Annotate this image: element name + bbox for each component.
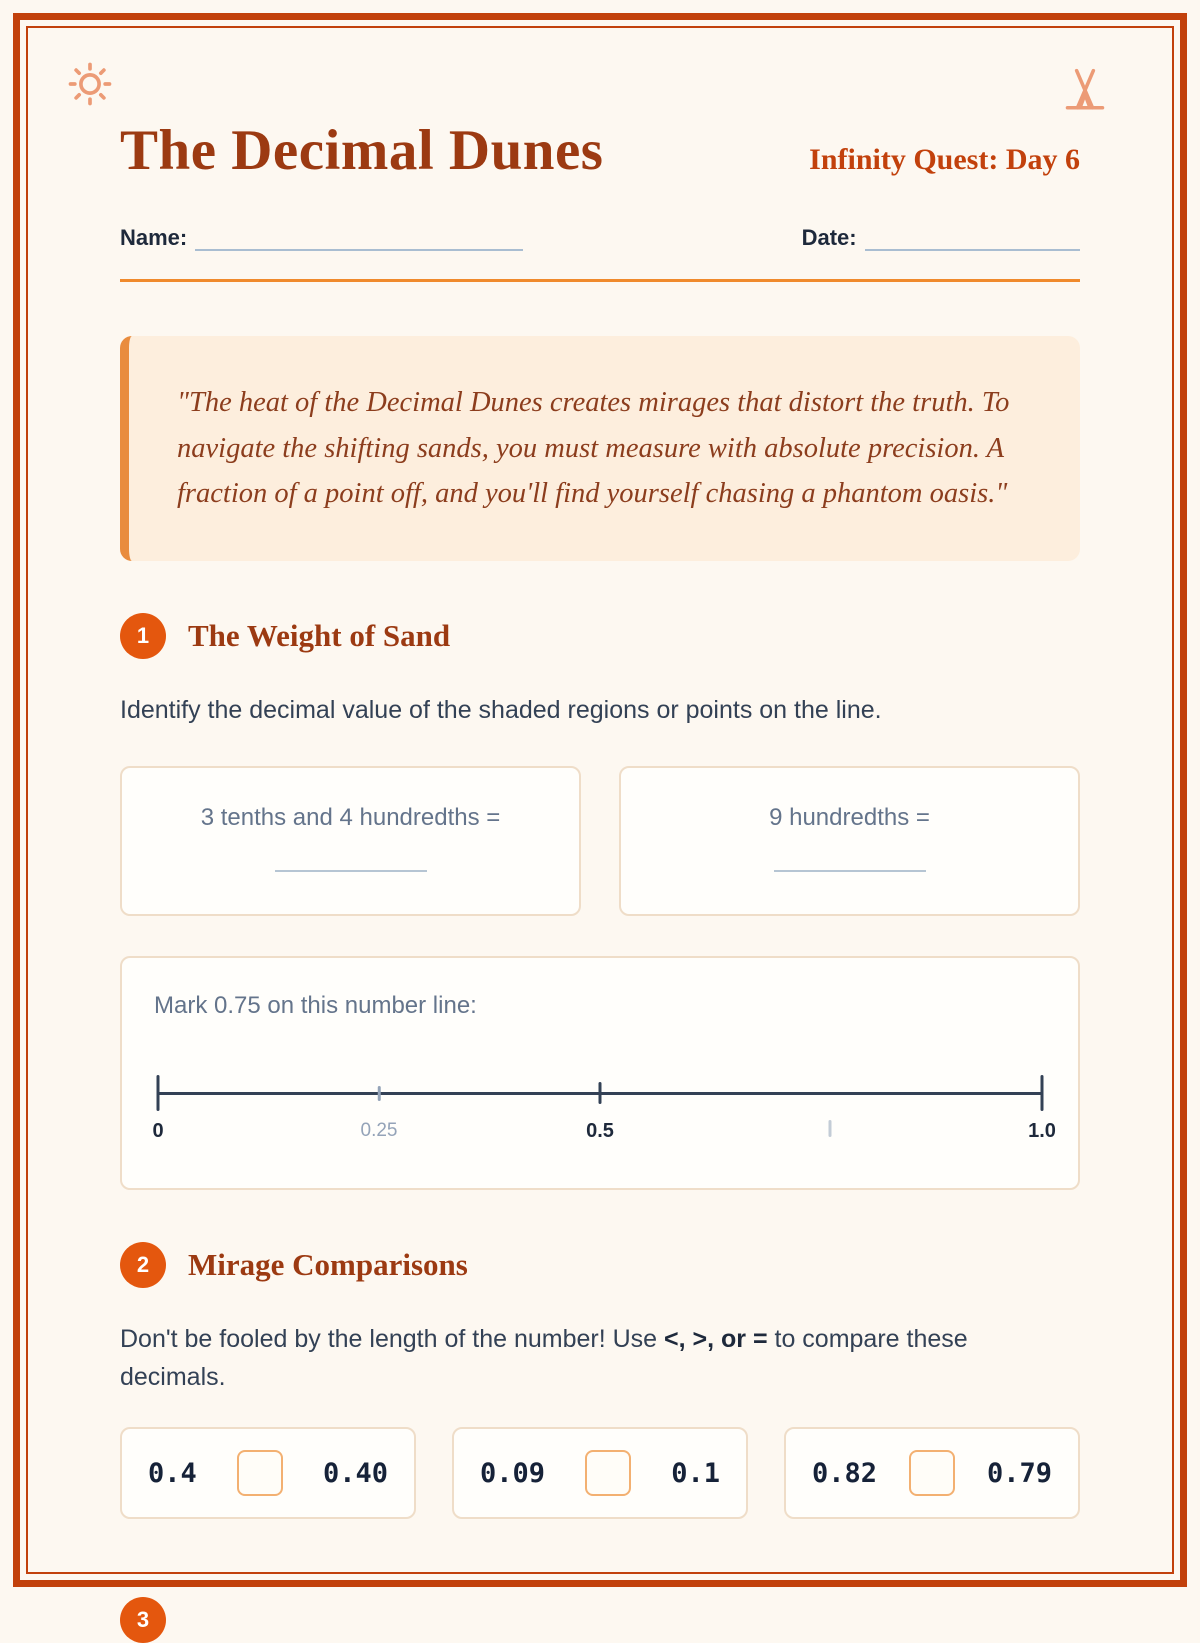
instruction-suffix: to compare these decimals. bbox=[120, 1324, 968, 1392]
date-input-line[interactable] bbox=[865, 227, 1080, 251]
comparison-2-left-value: 0.09 bbox=[480, 1457, 546, 1489]
student-mark-placeholder[interactable] bbox=[828, 1120, 831, 1137]
name-field bbox=[120, 225, 523, 251]
instruction-bold: <, >, or = bbox=[664, 1324, 768, 1353]
header-divider bbox=[120, 279, 1080, 282]
section-3-header bbox=[120, 1597, 1080, 1643]
comparison-row bbox=[120, 1427, 1080, 1519]
comparison-1-right-value: 0.40 bbox=[322, 1457, 388, 1489]
tick-label-0.5: 0.5 bbox=[586, 1119, 614, 1142]
number-line[interactable] bbox=[152, 1068, 1056, 1146]
problem-2-label: 9 hundredths = bbox=[769, 803, 930, 831]
section-1-instruction: Identify the decimal value of the shaded regions or points on the line. bbox=[120, 695, 882, 724]
tent-icon bbox=[1060, 64, 1110, 119]
tick-1.0 bbox=[1041, 1075, 1044, 1111]
problem-2-answer-blank[interactable] bbox=[774, 870, 926, 872]
date-field bbox=[802, 225, 1080, 251]
section-2-title: Mirage Comparisons bbox=[188, 1246, 468, 1282]
comparison-box-1 bbox=[120, 1427, 416, 1519]
tick-label-0.25: 0.25 bbox=[360, 1119, 398, 1141]
header bbox=[120, 119, 1080, 182]
page-title: The Decimal Dunes bbox=[120, 119, 604, 182]
tick-0.5 bbox=[599, 1082, 602, 1104]
comparison-box-3 bbox=[784, 1427, 1080, 1519]
tick-0 bbox=[157, 1075, 160, 1111]
section-2-badge: 2 bbox=[120, 1242, 166, 1288]
section-1-title: The Weight of Sand bbox=[188, 617, 451, 653]
problem-box-2 bbox=[619, 766, 1080, 916]
comparison-3-answer-square[interactable] bbox=[909, 1450, 955, 1496]
problem-box-1 bbox=[120, 766, 581, 916]
comparison-2-answer-square[interactable] bbox=[585, 1450, 631, 1496]
quote-box bbox=[120, 336, 1080, 561]
tick-0.25 bbox=[378, 1086, 381, 1101]
quote-text: "The heat of the Decimal Dunes creates mirages that distort the truth. To navigate the shifting sands, you must measure with absolute precision. A fraction of a point off, and you'll find yourself chasing a phantom oasis." bbox=[177, 387, 1010, 510]
section-1-header bbox=[120, 613, 1080, 659]
problem-1-answer-blank[interactable] bbox=[275, 870, 427, 872]
comparison-box-2 bbox=[452, 1427, 748, 1519]
tick-label-0: 0 bbox=[152, 1119, 164, 1142]
comparison-3-left-value: 0.82 bbox=[812, 1457, 878, 1489]
section-1-badge: 1 bbox=[120, 613, 166, 659]
sun-icon bbox=[64, 58, 116, 115]
name-label: Name: bbox=[120, 225, 188, 250]
instruction-prefix: Don't be fooled by the length of the number! Use bbox=[120, 1324, 665, 1353]
section-2-instruction bbox=[120, 1320, 1080, 1398]
tick-label-1.0: 1.0 bbox=[1028, 1119, 1056, 1142]
comparison-2-right-value: 0.1 bbox=[671, 1457, 720, 1489]
name-input-line[interactable] bbox=[195, 227, 523, 251]
problem-1-label: 3 tenths and 4 hundredths = bbox=[200, 803, 501, 831]
number-line-box bbox=[120, 956, 1080, 1190]
quest-day-label: Infinity Quest: Day 6 bbox=[809, 143, 1080, 176]
comparison-1-answer-square[interactable] bbox=[237, 1450, 283, 1496]
problem-row bbox=[120, 766, 1080, 916]
date-label: Date: bbox=[801, 225, 857, 250]
section-2-header bbox=[120, 1242, 1080, 1288]
number-line-label: Mark 0.75 on this number line: bbox=[154, 991, 477, 1019]
comparison-1-left-value: 0.4 bbox=[148, 1457, 197, 1489]
comparison-3-right-value: 0.79 bbox=[986, 1457, 1052, 1489]
name-date-row bbox=[120, 225, 1080, 251]
section-3-badge: 3 bbox=[120, 1597, 166, 1643]
